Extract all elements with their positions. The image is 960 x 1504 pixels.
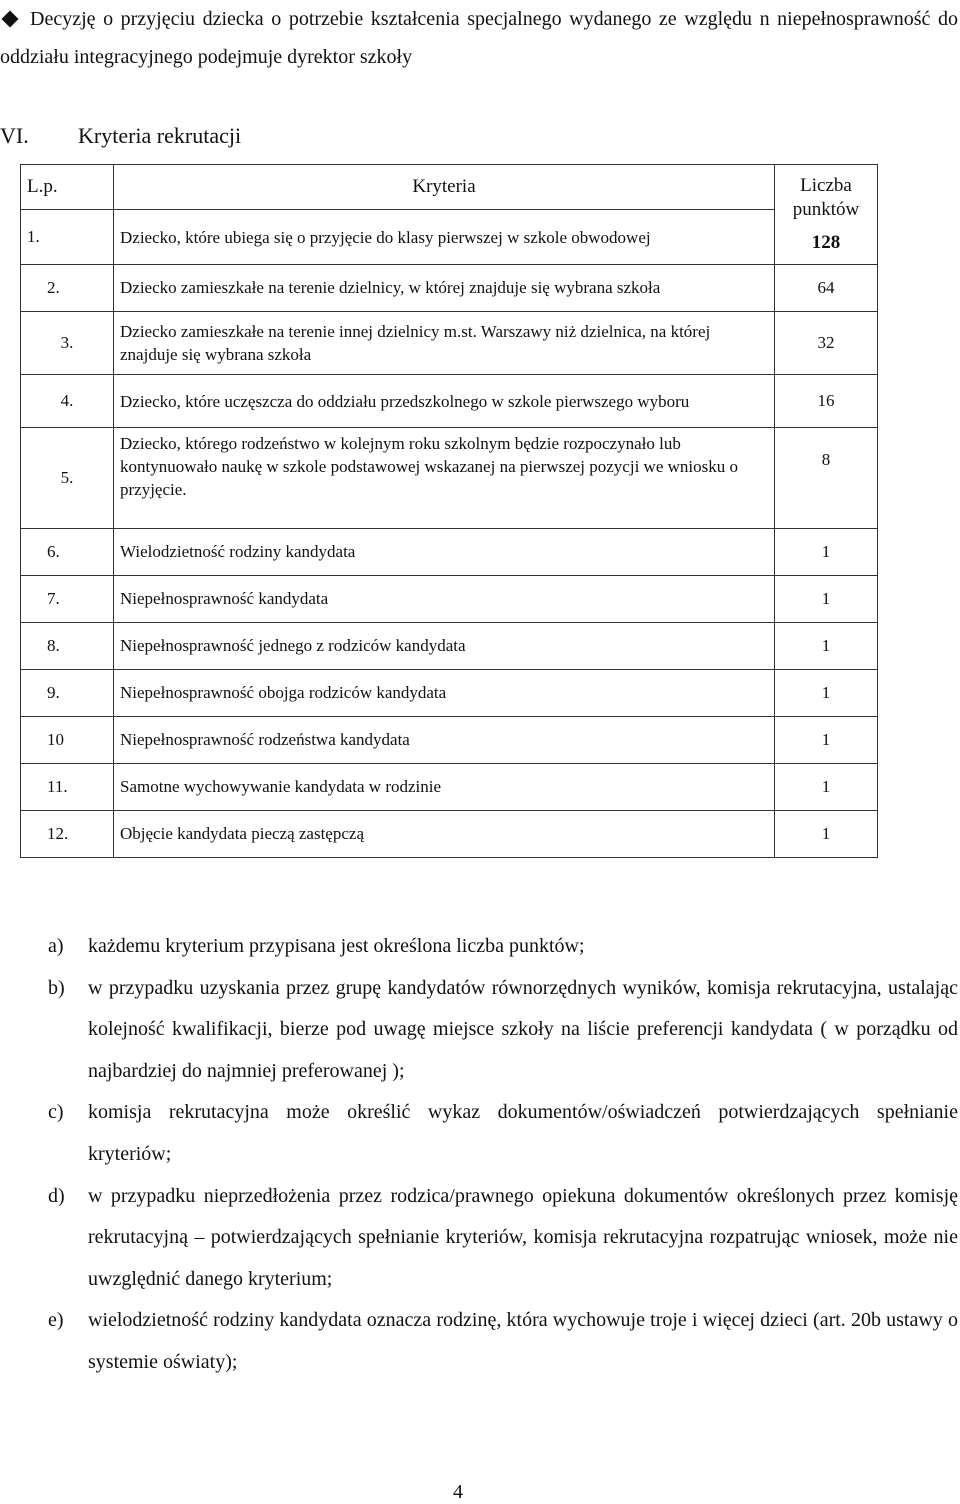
table-row	[21, 764, 878, 811]
note-e-mark: e)	[48, 1309, 64, 1332]
table-row-5-text: Dziecko, którego rodzeństwo w kolejnym roku szkolnym będzie rozpoczynało lub kontynuowało naukę w szkole podstawowej wskazanej na pierwszej pozycji we wniosku o przyjęcie.	[114, 428, 775, 529]
table-row-9-points: 1	[775, 670, 878, 717]
table-row-7-points: 1	[775, 576, 878, 623]
table-row-7-text: Niepełnosprawność kandydata	[114, 576, 775, 623]
note-d-text: w przypadku nieprzedłożenia przez rodzica/prawnego opiekuna dokumentów określonych przez komisję rekrutacyjną – potwierdzających spełnianie kryteriów, komisja rekrutacyjna rozpatrując wniosek, może nie uwzględnić danego kryterium;	[88, 1184, 958, 1290]
table-row-8-points: 1	[775, 623, 878, 670]
table-row	[21, 717, 878, 764]
note-b-text: w przypadku uzyskania przez grupę kandydatów równorzędnych wyników, komisja rekrutacyjna, ustalając kolejność kwalifikacji, bierze pod uwagę miejsce szkoły na liście preferencji kandydata ( w porządku od najbardziej do najmniej preferowanej );	[88, 976, 958, 1082]
note-a-mark: a)	[48, 935, 64, 957]
diamond-bullet-icon	[2, 11, 19, 28]
list-item	[48, 968, 958, 1093]
table-row-3-lp: 3.	[21, 312, 114, 375]
table-row-12-text: Objęcie kandydata pieczą zastępczą	[114, 811, 775, 858]
table-row	[21, 375, 878, 428]
table-row-3-text: Dziecko zamieszkałe na terenie innej dzielnicy m.st. Warszawy niż dzielnica, na której znajduje się wybrana szkoła	[114, 312, 775, 375]
table-row	[21, 670, 878, 717]
table-row-2-points: 64	[775, 265, 878, 312]
table-row-1-lp: 1.	[21, 210, 114, 265]
table-row-12-points: 1	[775, 811, 878, 858]
table-row-5-points: 8	[775, 428, 878, 529]
page-number: 4	[453, 1481, 463, 1503]
table-row-4-points: 16	[775, 375, 878, 428]
table-row-10-text: Niepełnosprawność rodzeństwa kandydata	[114, 717, 775, 764]
criteria-table	[20, 164, 878, 858]
table-row	[21, 265, 878, 312]
intro-paragraph	[0, 0, 958, 76]
table-row-7-lp: 7.	[21, 576, 114, 623]
note-e-text: wielodzietność rodziny kandydata oznacza rodzinę, która wychowuje troje i więcej dzieci (art. 20b ustawy o systemie oświaty);	[88, 1309, 958, 1373]
list-item	[48, 1092, 958, 1175]
section-heading	[0, 118, 241, 154]
header-points: Liczba punktów	[792, 174, 860, 220]
note-c-mark: c)	[48, 1101, 64, 1124]
table-row-5-lp: 5.	[21, 428, 114, 529]
table-row	[21, 312, 878, 375]
table-row	[21, 210, 878, 265]
list-item	[48, 1176, 958, 1301]
table-row-11-text: Samotne wychowywanie kandydata w rodzinie	[114, 764, 775, 811]
table-row-11-points: 1	[775, 764, 878, 811]
table-row-3-points: 32	[775, 312, 878, 375]
table-row	[21, 428, 878, 529]
table-row-8-lp: 8.	[21, 623, 114, 670]
table-row-6-points: 1	[775, 529, 878, 576]
table-row-6-text: Wielodzietność rodziny kandydata	[114, 529, 775, 576]
table-row	[21, 529, 878, 576]
header-points-cell	[775, 165, 878, 265]
intro-text: Decyzję o przyjęciu dziecka o potrzebie kształcenia specjalnego wydanego ze względu n niepełnosprawność do oddziału integracyjnego podejmuje dyrektor szkoły	[0, 8, 958, 68]
note-b-mark: b)	[48, 976, 65, 999]
table-row-10-points: 1	[775, 717, 878, 764]
notes-list	[48, 926, 958, 1384]
table-row-11-lp: 11.	[21, 764, 114, 811]
table-row-6-lp: 6.	[21, 529, 114, 576]
table-row-10-lp: 10	[21, 717, 114, 764]
table-row-2-lp: 2.	[21, 265, 114, 312]
table-row-4-text: Dziecko, które uczęszcza do oddziału przedszkolnego w szkole pierwszego wyboru	[114, 375, 775, 428]
table-row-9-lp: 9.	[21, 670, 114, 717]
note-a-text: każdemu kryterium przypisana jest określona liczba punktów;	[88, 935, 585, 957]
header-criteria: Kryteria	[114, 165, 775, 210]
table-row	[21, 811, 878, 858]
table-row-1-points: 128	[811, 231, 841, 253]
table-row-4-lp: 4.	[21, 375, 114, 428]
table-row-1-text: Dziecko, które ubiega się o przyjęcie do klasy pierwszej w szkole obwodowej	[114, 210, 775, 265]
list-item	[48, 1300, 958, 1383]
table-row-8-text: Niepełnosprawność jednego z rodziców kandydata	[114, 623, 775, 670]
table-row-2-text: Dziecko zamieszkałe na terenie dzielnicy, w której znajduje się wybrana szkoła	[114, 265, 775, 312]
note-d-mark: d)	[48, 1184, 65, 1207]
table-row	[21, 623, 878, 670]
note-c-text: komisja rekrutacyjna może określić wykaz dokumentów/oświadczeń potwierdzających spełnianie kryteriów;	[88, 1101, 958, 1165]
table-row	[21, 576, 878, 623]
table-row-12-lp: 12.	[21, 811, 114, 858]
section-title: Kryteria rekrutacji	[78, 123, 242, 148]
list-item	[48, 926, 958, 968]
header-lp: L.p.	[21, 165, 114, 210]
table-header-row	[21, 165, 878, 210]
section-number: VI.	[0, 123, 29, 148]
table-row-9-text: Niepełnosprawność obojga rodziców kandydata	[114, 670, 775, 717]
